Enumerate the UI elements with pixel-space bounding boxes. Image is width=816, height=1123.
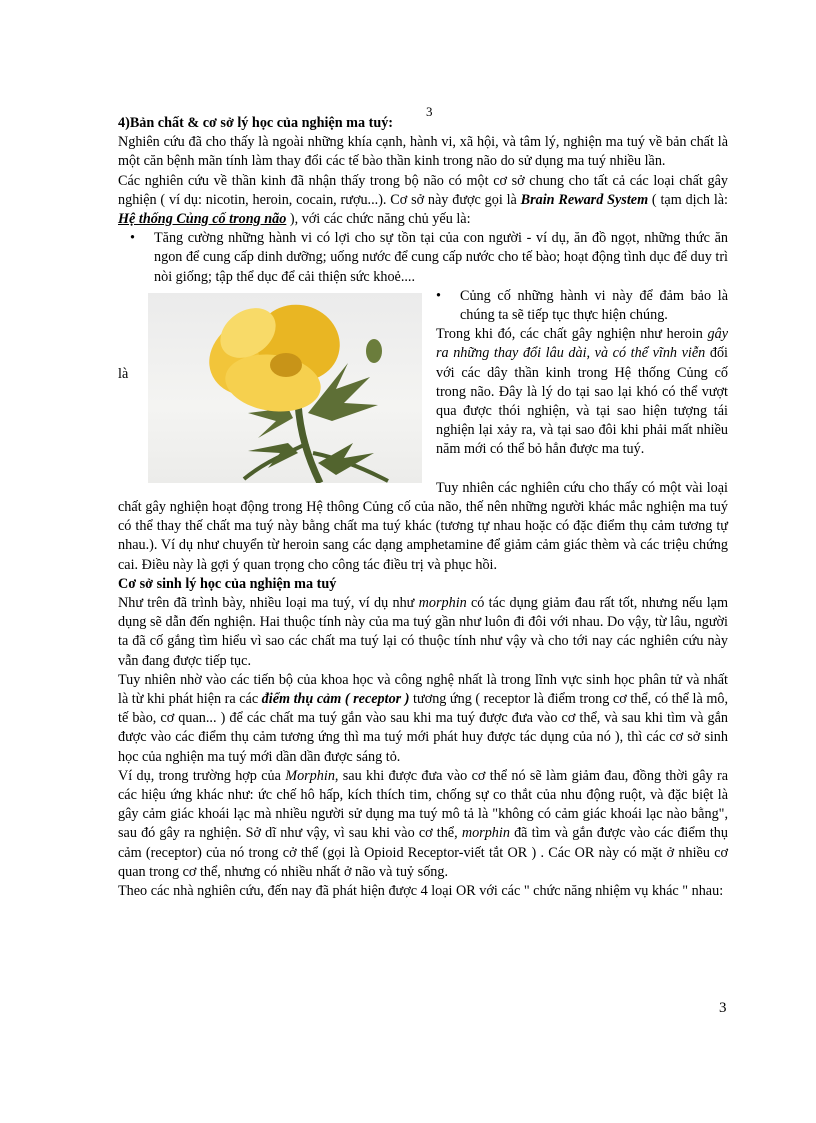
right-text-column	[436, 287, 728, 460]
paragraph-5	[118, 594, 728, 671]
paragraph-6-text-a: Tuy nhiên nhờ vào các tiến bộ của khoa học và công nghệ nhất là trong lĩnh vực sinh học phân tử và nhất là từ khi phát hiện ra các	[118, 671, 728, 708]
receptor-term: điểm thụ cảm ( receptor )	[261, 691, 410, 708]
paragraph-2-text-b: ( tạm dịch là:	[648, 191, 728, 208]
footer-page-number: 3	[719, 1000, 727, 1016]
paragraph-2-text-c: ), với các chức năng chủ yếu là:	[286, 211, 471, 228]
bullet-item-1	[118, 229, 728, 287]
bullet-item-1-text: Tăng cường những hành vi có lợi cho sự tồn tại của con người - ví dụ, ăn đồ ngọt, những thức ăn ngon để cung cấp dinh dưỡng; uống nước để cung cấp nước cho tế bào; hoạt động tình dục để duy trì nòi giống; tập thể dục để cải thiện sức khoẻ....	[154, 230, 728, 285]
stray-word-la: là	[118, 365, 129, 382]
paragraph-7-text-b: , sau khi được đưa vào cơ thể nó sẽ làm giảm đau, đồng thời gây ra các hiệu ứng khác như: ức chế hô hấp, kích thích tim, chống sự co thắt của nhu động ruột, và đặc biệt là gây cảm giác khoái lạc mà nhiều người sử dụng ma tuý mô tả là "không có cảm giác khoái lạc nào bằng", sau đó gây ra nghiện. Sở dĩ như vậy, vì sau khi vào cơ thể,	[118, 767, 728, 842]
flower-illustration	[148, 293, 422, 483]
yellow-flower-photo	[148, 293, 422, 483]
paragraph-3-italic: gây ra những thay đổi lâu dài, và có thể vĩnh viễn	[436, 326, 728, 362]
header-page-number: 3	[426, 104, 433, 119]
paragraph-7-text-c: đã tìm và gắn được vào các điểm thụ cảm (receptor) của nó trong cở thể (gọi là Opioid Receptor-viết tắt OR ) . Các OR này có mặt ở nhiều cơ quan trong cơ thể, nhưng có nhiều nhất ở não và tuỷ sống.	[118, 825, 728, 880]
paragraph-4: Tuy nhiên các nghiên cứu cho thấy có một vài loại chất gây nghiện hoạt động trong Hệ thông Củng cố của não, thế nên những người khác mắc nghiện ma tuý có thể thay thế chất ma tuý này bằng chất ma tuý khác (tương tự nhau hoặc có đặc điểm thụ cảm tương tự nhau.). Ví dụ như chuyển từ heroin sang các dạng amphetamine để giảm cảm giác thèm và các triệu chứng cai. Điều này là gợi ý quan trọng cho công tác điều trị và phục hồi.	[118, 479, 728, 573]
morphin-term-3: morphin	[461, 825, 510, 842]
section-heading-physiology: Cơ sở sinh lý học của nghiện ma tuý	[118, 575, 337, 592]
he-thong-cung-co-term: Hệ thống Củng cố trong não	[118, 211, 287, 228]
bullet-item-2	[436, 287, 728, 325]
paragraph-7-text-a: Ví dụ, trong trường hợp của	[118, 767, 286, 784]
paragraph-7	[118, 767, 728, 882]
paragraph-8: Theo các nhà nghiên cứu, đến nay đã phát hiện được 4 loại OR với các " chức năng nhiệm vụ khác " nhau:	[118, 883, 724, 900]
document-body	[118, 114, 728, 901]
paragraph-2	[118, 172, 728, 230]
paragraph-3-text-a: Trong khi đó, các chất gây nghiện như heroin	[436, 326, 708, 343]
paragraph-5-text-b: có tác dụng giảm đau rất tốt, nhưng nếu lạm dụng sẽ dẫn đến nghiện. Hai thuộc tính này của ma tuý gần như luôn đi đôi với nhau. Do vậy, từ lâu, người ta đã cố gắng tìm hiểu vì sao các chất ma tuý lại có thuộc tính như vậy và cho tới nay các nghiên cứu này vẫn đang được tiếp tục.	[118, 595, 728, 669]
paragraph-3-text-b: đối với các dây thần kinh trong Hệ thống Củng cố trong não. Đây là lý do tại sao lại khó có thể vượt qua được thói nghiện, và tại sao hiện tượng tái nghiện lại xảy ra, và tại sao đôi khi phải mất nhiều năm mới có thể bỏ hẳn được ma tuý.	[436, 345, 728, 458]
paragraph-5-text-a: Như trên đã trình bày, nhiều loại ma tuý, ví dụ như	[118, 595, 419, 612]
paragraph-3	[436, 325, 728, 459]
paragraph-6-text-b: tương ứng ( receptor là điểm trong cơ thể, có thể là mô, tế bào, cơ quan... ) để các chất ma tuý gắn vào sau khi ma tuý được đưa vào cơ thể, và sau khi tìm và gắn được vào các điểm thụ cảm tương ứng thì ma tuý mới phát huy được tác dụng của nó ), thì các cơ sở sinh học của nghiện ma tuý mới dần dần được sáng tỏ.	[118, 691, 729, 765]
paragraph-2-text-a: Các nghiên cứu về thần kinh đã nhận thấy trong bộ não có một cơ sở chung cho tất cả các loại chất gây nghiện ( ví dụ: nicotin, heroin, cocain, rượu...). Cơ sở này được gọi là	[118, 172, 728, 208]
brain-reward-system-term: Brain Reward System	[520, 191, 649, 208]
image-text-row	[118, 287, 728, 479]
morphin-term-2: Morphin	[285, 767, 335, 784]
paragraph-6	[118, 671, 728, 767]
bullet-icon: •	[130, 230, 135, 247]
bullet-icon: •	[436, 287, 441, 304]
bullet-item-2-text: Củng cố những hành vi này để đảm bảo là chúng ta sẽ tiếp tục thực hiện chúng.	[460, 287, 728, 324]
section-heading-4: 4)Bản chất & cơ sở lý học của nghiện ma tuý:	[118, 115, 394, 131]
morphin-term: morphin	[418, 595, 467, 612]
paragraph-1: Nghiên cứu đã cho thấy là ngoài những khía cạnh, hành vi, xã hội, và tâm lý, nghiện ma tuý về bản chất là một căn bệnh mãn tính làm thay đổi các tế bào thần kinh trong não do sử dụng ma tuý nhiều lần.	[118, 134, 728, 170]
